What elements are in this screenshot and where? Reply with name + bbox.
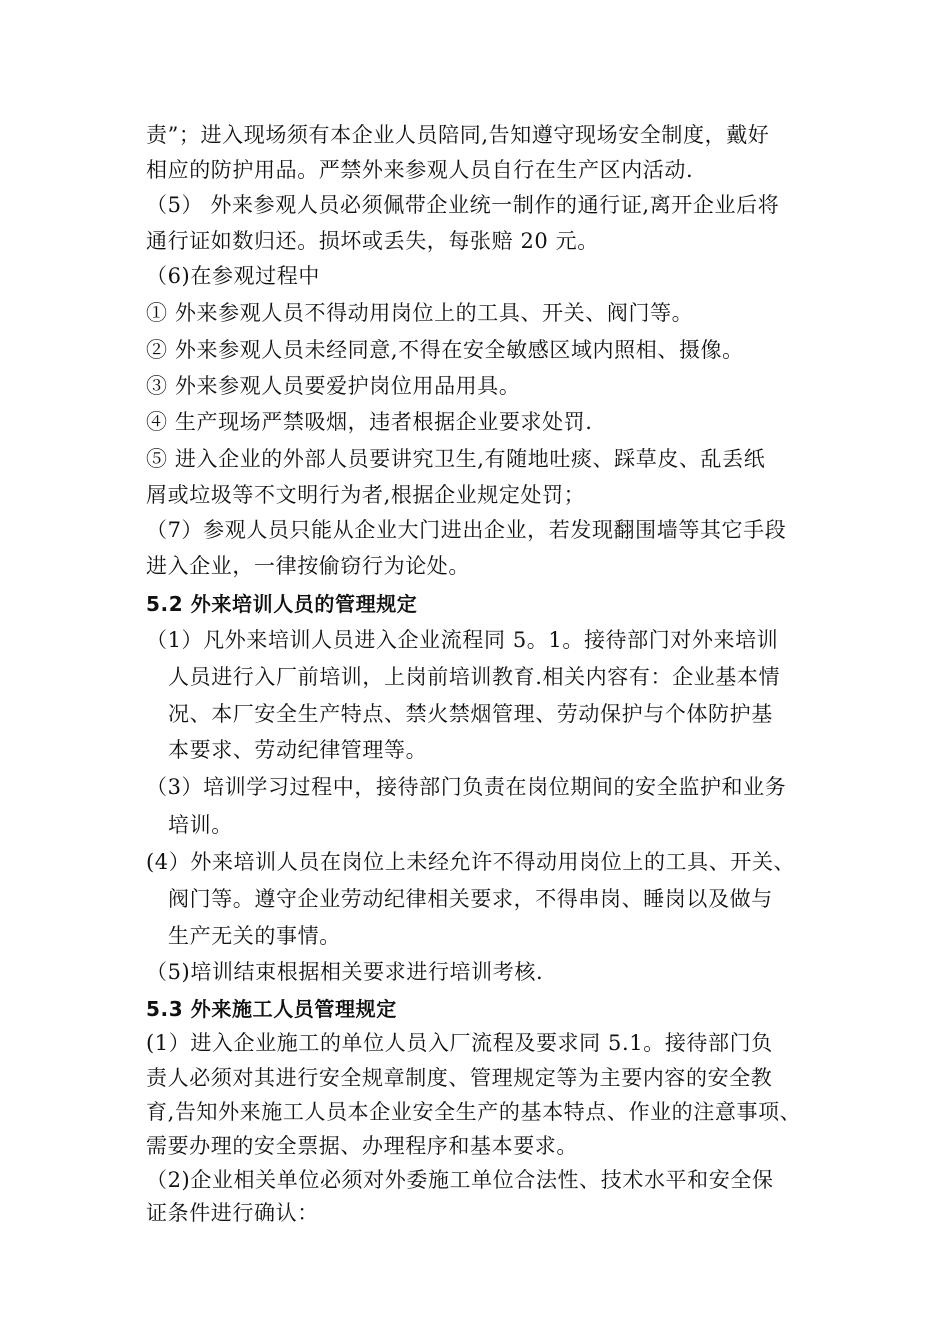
text-line: 本要求、劳动纪律管理等。 [168, 738, 428, 762]
list-item: ⑤ 进入企业的外部人员要讲究卫生,有随地吐痰、踩草皮、乱丢纸 [146, 447, 766, 471]
text-line: （6)在参观过程中 [146, 264, 320, 288]
section-heading: 5.3 外来施工人员管理规定 [146, 997, 397, 1021]
text-line: （3）培训学习过程中，接待部门负责在岗位期间的安全监护和业务 [146, 775, 787, 799]
text-line: (1）进入企业施工的单位人员入厂流程及要求同 5.1。接待部门负 [146, 1031, 773, 1055]
text-line: （2)企业相关单位必须对外委施工单位合法性、技术水平和安全保 [146, 1168, 774, 1192]
text-line: （5)培训结束根据相关要求进行培训考核. [146, 960, 544, 984]
text-line: 屑或垃圾等不文明行为者,根据企业规定处罚； [146, 483, 586, 507]
list-item: ④ 生产现场严禁吸烟，违者根据企业要求处罚. [146, 410, 593, 434]
text-line: 进入企业，一律按偷窃行为论处。 [146, 554, 470, 578]
list-item: ② 外来参观人员未经同意,不得在安全敏感区域内照相、摄像。 [146, 338, 744, 362]
text-line: （5） 外来参观人员必须佩带企业统一制作的通行证,离开企业后将 [146, 193, 780, 217]
list-item: ③ 外来参观人员要爱护岗位用品用具。 [146, 374, 521, 398]
text-line: 生产无关的事情。 [168, 924, 341, 948]
text-line: 通行证如数归还。损坏或丢失，每张赔 20 元。 [146, 229, 599, 253]
text-line: 育,告知外来施工人员本企业安全生产的基本特点、作业的注意事项、 [146, 1100, 802, 1124]
text-line: 责”；进入现场须有本企业人员陪同,告知遵守现场安全制度，戴好 [146, 123, 770, 147]
text-line: 相应的防护用品。严禁外来参观人员自行在生产区内活动. [146, 158, 694, 182]
list-item: ① 外来参观人员不得动用岗位上的工具、开关、阀门等。 [146, 301, 694, 325]
section-heading: 5.2 外来培训人员的管理规定 [146, 592, 418, 616]
text-line: （7）参观人员只能从企业大门进出企业，若发现翻围墙等其它手段 [146, 518, 787, 542]
text-line: 人员进行入厂前培训，上岗前培训教育.相关内容有：企业基本情 [168, 665, 781, 689]
text-line: 况、本厂安全生产特点、禁火禁烟管理、劳动保护与个体防护基 [168, 702, 773, 726]
text-line: 需要办理的安全票据、办理程序和基本要求。 [146, 1134, 578, 1158]
text-line: 培训。 [168, 813, 233, 837]
text-line: 责人必须对其进行安全规章制度、管理规定等为主要内容的安全教 [146, 1066, 773, 1090]
text-line: （1）凡外来培训人员进入企业流程同 5。1。接待部门对外来培训 [146, 628, 779, 652]
text-line: 证条件进行确认： [146, 1201, 319, 1225]
text-line: 阀门等。遵守企业劳动纪律相关要求，不得串岗、睡岗以及做与 [168, 887, 773, 911]
text-line: (4）外来培训人员在岗位上未经允许不得动用岗位上的工具、开关、 [146, 850, 796, 874]
